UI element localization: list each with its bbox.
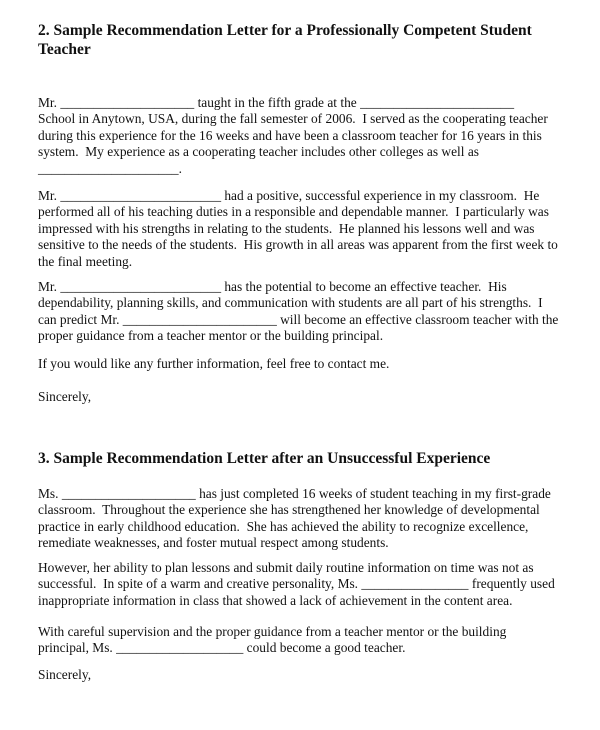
text-line: Teacher: [38, 41, 91, 58]
text-line: Ms. ____________________ has just completed 16 weeks of student teaching in my first-grade: [38, 486, 551, 501]
section2-heading: [38, 21, 588, 59]
text-line: the final meeting.: [38, 253, 133, 269]
section3-paragraph-1: [38, 486, 588, 552]
text-line: Mr. ____________________ taught in the fifth grade at the _______________________: [38, 95, 515, 110]
text-line: remediate weaknesses, and foster mutual respect among students.: [38, 535, 389, 551]
text-line: system. My experience as a cooperating teacher includes other colleges as well as: [38, 144, 479, 160]
text-line: Sincerely,: [38, 667, 92, 682]
text-line: performed all of his teaching duties in a responsible and dependable manner. I particularly was: [38, 204, 549, 220]
section2-paragraph-2: [38, 188, 588, 270]
text-line: practice in early childhood education. She has achieved the ability to recognize excellence,: [38, 518, 529, 534]
text-line: _____________________.: [38, 160, 182, 176]
text-line: Mr. ________________________ has the potential to become an effective teacher. His: [38, 279, 507, 294]
section2-paragraph-1: [38, 95, 588, 177]
text-line: If you would like any further information, feel free to contact me.: [38, 356, 390, 371]
text-line: successful. In spite of a warm and creative personality, Ms. ________________ frequently used: [38, 576, 555, 592]
section3-heading: [38, 449, 588, 468]
text-line: 3. Sample Recommendation Letter after an Unsuccessful Experience: [38, 450, 491, 467]
section3-paragraph-3: [38, 624, 588, 657]
text-line: dependability, planning skills, and communication with students are all part of his strengths. I: [38, 295, 543, 311]
text-line: With careful supervision and the proper guidance from a teacher mentor or the building: [38, 624, 507, 639]
text-line: classroom. Throughout the experience she has strengthened her knowledge of developmental: [38, 502, 540, 518]
text-line: proper guidance from a teacher mentor or the building principal.: [38, 328, 384, 344]
text-line: School in Anytown, USA, during the fall semester of 2006. I served as the cooperating teacher: [38, 111, 548, 127]
text-line: Mr. ________________________ had a positive, successful experience in my classroom. He: [38, 188, 540, 203]
text-line: inappropriate information in class that showed a lack of achievement in the content area.: [38, 592, 513, 608]
text-line: impressed with his strengths in relating to the students. He planned his lessons well and was: [38, 220, 535, 236]
text-line: sensitive to the needs of the students. His growth in all areas was apparent from the first week to: [38, 237, 558, 253]
text-line: However, her ability to plan lessons and submit daily routine information on time was not as: [38, 560, 534, 575]
section2-signoff: [38, 389, 588, 405]
section2-paragraph-3: [38, 279, 588, 345]
text-line: can predict Mr. _______________________ will become an effective classroom teacher with the: [38, 311, 559, 327]
text-line: principal, Ms. ___________________ could become a good teacher.: [38, 640, 406, 656]
text-line: 2. Sample Recommendation Letter for a Professionally Competent Student: [38, 22, 532, 39]
section3-paragraph-2: [38, 560, 588, 609]
section3-signoff: [38, 667, 588, 683]
text-line: Sincerely,: [38, 389, 92, 404]
section2-closing-line: [38, 356, 588, 372]
text-line: during this experience for the 16 weeks and have been a classroom teacher for 16 years in this: [38, 127, 542, 143]
